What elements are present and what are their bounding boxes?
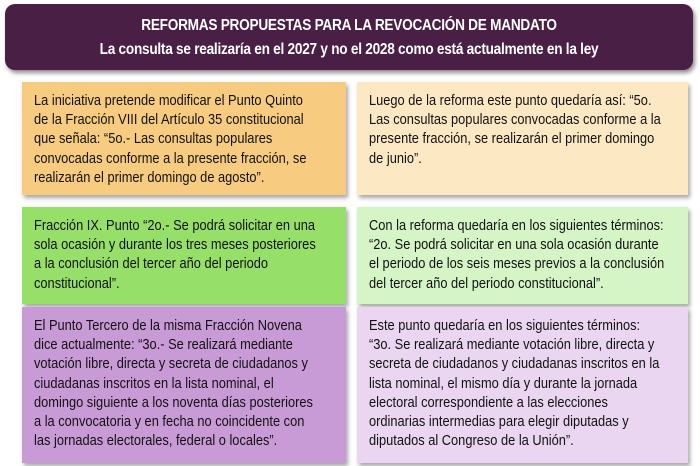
current-text-cell-3 — [22, 307, 346, 463]
current-text-cell-1 — [22, 82, 346, 195]
current-text-3: El Punto Tercero de la misma Fracción Novena dice actualmente: “3o.- Se realizará mediante votación libre, directa y secreta de ciudadanos y ciudadanas inscritos en la lista nominal, el domingo siguiente a los noventa días posteriores a la convocatoria y en fecha no coincidente con las jornadas electorales, federal o locales”. — [34, 318, 313, 450]
current-text-1: La iniciativa pretende modificar el Punto Quinto de la Fracción VIII del Artículo 35 constitucional que señala: “5o.- Las consultas populares convocadas conforme a la presente fracción, se realizarán el primer domingo de agosto”. — [34, 93, 307, 186]
current-text-2: Fracción IX. Punto “2o.- Se podrá solicitar en una sola ocasión y durante los tres meses posteriores a la conclusión del tercer año del periodo constitucional”. — [34, 218, 316, 292]
header-banner — [5, 4, 693, 70]
proposed-text-cell-1 — [357, 82, 688, 195]
current-text-cell-2 — [22, 207, 346, 304]
proposed-text-3: Este punto quedaría en los siguientes términos: “3o. Se realizará mediante votación libre, directa y secreta de ciudadanos y ciudadanas inscritos en la lista nominal, el mismo día y durante la jornada electoral correspondiente a las elecciones ordinarias intermedias para elegir diputadas y diputados al Congreso de la Unión”. — [369, 318, 660, 450]
proposed-text-cell-3 — [357, 307, 688, 463]
proposed-text-cell-2 — [357, 207, 688, 304]
page-subtitle: La consulta se realizaría en el 2027 y no el 2028 como está actualmente en la ley — [99, 41, 599, 58]
proposed-text-1: Luego de la reforma este punto quedaría así: “5o. Las consultas populares convocadas conforme a la presente fracción, se realizarán el primer domingo de junio”. — [369, 93, 661, 167]
page-title: REFORMAS PROPUESTAS PARA LA REVOCACIÓN DE MANDATO — [141, 17, 557, 34]
proposed-text-2: Con la reforma quedaría en los siguientes términos: “2o. Se podrá solicitar en una sola ocasión durante el periodo de los seis meses previos a la conclusión del tercer año del periodo constitucional”. — [369, 218, 665, 292]
